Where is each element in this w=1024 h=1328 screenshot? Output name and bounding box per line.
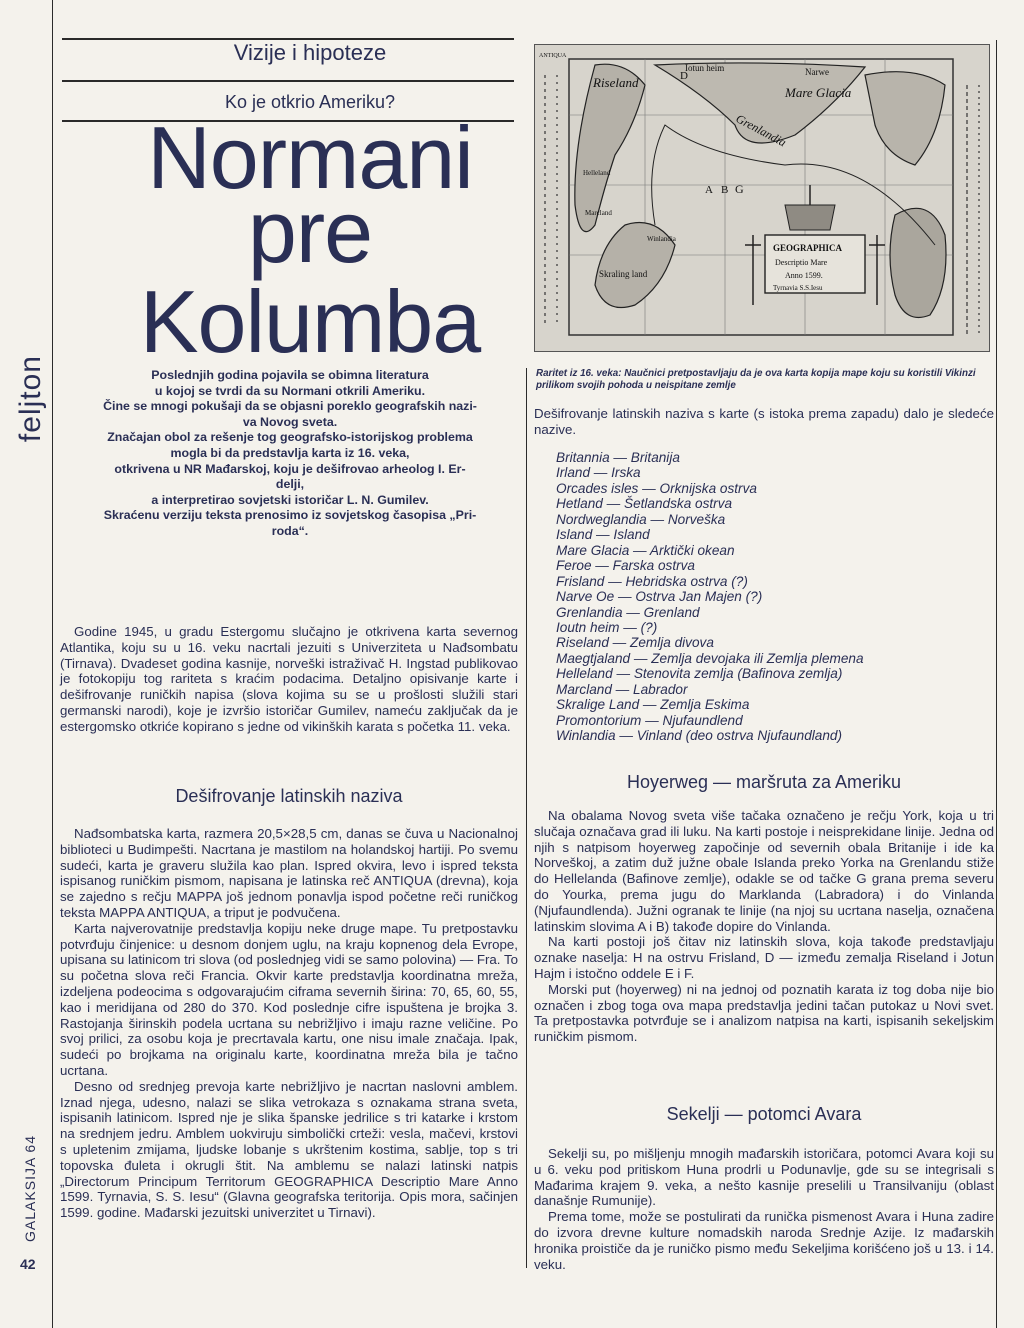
left-paragraphs: Nađsombatska karta, razmera 20,5×28,5 cm, danas se čuva u Nacionalnoj biblioteci u Budimpešti. Nacrtana je mastilom na holandskoj hartiji. Po svemu sudeći, karta je graveru služila kao plan. Ispred okvira, levo i ispred teksta ispisanog runičkim pismom, napisana je latinska reč ANTIQUA (drevna), koja se zajedno s rečju MAPPA još jednom ponavlja ispod početne reči runičkog teksta MAPPA ANTIQUA, a triput je podvučena. Karta najverovatnije predstavlja kopiju neke druge mape. Tu pretpostavku potvrđuju činjenice: u desnom donjem uglu, na kraju kopnenog dela Evrope, upisana su latinicom tri slova (od poslednjeg vidi se samo polovina) — Fra. To su početna slova reči Francia. Okvir karte predstavlja koordinatna mreža, izdeljena podeocima s odgovarajućim ciframa severnih širina: 70, 65, 60, 55, kao i meridijana od 280 do 370. Kod poslednje cifre ispuštena je brojka 3. Rastojanja širinskih podela ucrtana su nebrižljivo i imaju razne veličine. Po svoj prilici, za osobu koja je precrtavala kartu, one nisu imale značaja. Ipak, sudeći po brojkama na originalu karte, koordinatna mreža bila je tačno ucrtana. Desno od srednjeg prevoja karte nebrižljivo je nacrtan naslovni amblem. Iznad njega, udesno, nalazi se slika vetrokaza s oznakama strana sveta, ispisanih latinicom. Ispred nje je slika španske jedrilice s tri katarke i krstom na srednjem jedru. Amblem uokviruju simbolički crteži: vesla, mačevi, krstovi s upletenim zmijama, ljudske lobanje s ukrštenim kostima, sablje, top s tri topovska đuleta i okrugli štit. Na amblemu se nalazi latinski natpis „Directorum Principum Territorum GEOGRAPHICA Descriptio Mare Anno 1599. Tyrnavia, S. S. Iesu“ (Glavna geografska teritorija. Opis mora, sačinjen 1599. godine. Mađarski jezuitski univerzitet u Tirnavi). <box>60 826 518 1221</box>
map-label-a: A <box>705 184 713 196</box>
kicker: Ko je otkrio Ameriku? <box>224 92 396 112</box>
glossary-item: Grenlandia — Grenland <box>556 604 700 620</box>
map-label-skraling: Skraling land <box>599 269 648 279</box>
glossary-item: Winlandia — Vinland (deo ostrva Njufaundland) <box>556 728 843 744</box>
glossary-item: Orcades isles — Orknijska ostrva <box>556 480 757 496</box>
right-paragraphs-1: Na obalama Novog sveta više tačaka označeno je rečju York, koja u tri slučaja označava grad ili luku. Na karti postoje i neisprekidane linije. Jedna od njih s natpisom hoyerweg započinje od severnih obala Britanije i ide ka Norveškoj, a zatim duž južne obale Islanda preko Yorka na Grenlandu stiže do Hellelanda (Bafinove zemlje), odakle se od tačke G grana prema severu do Yourka, prema jugu do Marklanda (Labradora) i do Vinlanda (Njufaundlenda). Južni ogranak te linije (na njoj su ucrtana naselja, označena latinskim slovima A i B) takođe dopire do Vinlanda. Na karti postoji još čitav niz latinskih slova, koja takođe predstavljaju oznake naselja: H na ostrvu Frisland, D — između zemalja Riseland i Jotun Hajm i istočno oddele E i F. Morski put (hoyerweg) ni na jednoj od poznatih karata iz tog doba nije bio označen i zbog toga ova mapa predstavlja jedini tačan putokaz u Novi svet. Ta pretpostavka potvrđuje se i analizom natpisa na karti, ispisanih sekeljskim runičkim pismom. <box>534 808 994 1045</box>
map-emblem-line-2: Descriptio Mare <box>775 258 828 267</box>
glossary-item: Marcland — Labrador <box>556 681 688 697</box>
headline-line-1: Normani <box>147 108 473 207</box>
map-label-narwe: Narwe <box>805 67 829 77</box>
map-label-winlandia: Winlandia <box>647 235 676 243</box>
intro-line: Poslednjih godina pojavila se obimna literatura <box>151 368 429 382</box>
page-number: 42 <box>20 1256 36 1272</box>
left-subhead: Dešifrovanje latinskih naziva <box>175 786 403 806</box>
glossary-item: Helleland — Stenovita zemlja (Bafinova zemlja) <box>556 666 843 682</box>
glossary-item: Mare Glacia — Arktički okean <box>556 542 735 558</box>
glossary-item: Riseland — Zemlja divova <box>556 635 714 651</box>
map-drawing <box>535 45 989 351</box>
headline-line-3: Kolumba <box>139 272 481 371</box>
intro-line: otkrivena u NR Mađarskoj, koju je dešifrovao arheolog I. Er- <box>114 461 466 476</box>
glossary-item: Maegtjaland — Zemlja devojaka ili Zemlja plemena <box>556 650 864 666</box>
glossary-item: Nordweglandia — Norveška <box>556 511 726 527</box>
glossary-item: Skralige Land — Zemlja Eskima <box>556 697 750 713</box>
map-label-g: G <box>735 182 744 196</box>
map-label-d: D <box>680 70 688 82</box>
glossary-list <box>556 450 976 744</box>
section-vertical-label: feljton <box>14 355 47 443</box>
magazine-name: GALAKSIJA 64 <box>22 1135 38 1242</box>
intro-line: delji, <box>275 477 305 492</box>
map-label-mare-glacia: Mare Glacia <box>785 85 852 100</box>
intro-line: va Novog sveta. <box>242 414 338 429</box>
glossary-intro: Dešifrovanje latinskih naziva s karte (s istoka prema zapadu) dalo je sledeće nazive. <box>534 406 994 437</box>
right-subhead-2: Sekelji — potomci Avara <box>666 1104 862 1124</box>
glossary-item: Frisland — Hebridska ostrva (?) <box>556 573 748 589</box>
header-rule-middle <box>62 80 514 82</box>
intro-line: roda“. <box>271 523 309 538</box>
glossary-item: Narve Oe — Ostrva Jan Majen (?) <box>556 589 763 605</box>
intro-line: Čine se mnogi pokušaji da se objasni poreklo geografskih nazi- <box>103 399 477 414</box>
glossary-item: Island — Island <box>556 527 650 543</box>
map-emblem-line-1: GEOGRAPHICA <box>773 243 843 253</box>
glossary-item: Feroe — Farska ostrva <box>556 558 695 574</box>
map-label-helleland: Helleland <box>583 169 611 177</box>
intro-line: u kojoj se tvrdi da su Normani otkrili Ameriku. <box>154 383 426 398</box>
headline-line-2: pre <box>247 182 373 281</box>
intro-line: mogla bi da predstavlja karta iz 16. veka, <box>170 445 410 460</box>
right-edge-rule <box>996 40 997 1328</box>
map-emblem-line-4: Tyrnavia S.S.Iesu <box>773 284 823 292</box>
intro-line: Značajan obol za rešenje tog geografsko-istorijskog problema <box>107 430 473 445</box>
map-image <box>534 44 990 352</box>
intro-line: a interpretirao sovjetski istoričar L. N. Gumilev. <box>151 492 429 507</box>
map-label-marcland: Marcland <box>585 209 612 217</box>
center-column-rule <box>526 368 527 1268</box>
intro-block <box>60 368 520 540</box>
intro-line: Skraćenu verziju teksta prenosimo iz sovjetskog časopisa „Pri- <box>103 508 477 523</box>
left-column-rule <box>52 0 53 1328</box>
map-label-grenlandia: Grenlandia <box>733 111 789 150</box>
glossary-item: Irland — Irska <box>556 465 641 481</box>
glossary-item: Hetland — Šetlandska ostrva <box>556 496 733 512</box>
map-label-riseland: Riseland <box>593 75 639 90</box>
map-label-antiqua: ANTIQUA <box>539 53 567 59</box>
map-emblem-line-3: Anno 1599. <box>785 271 823 280</box>
map-label-b: B <box>721 184 729 196</box>
headline <box>100 108 520 371</box>
left-paragraph-1: Godine 1945, u gradu Estergomu slučajno je otkrivena karta severnog Atlantika, koju su u 16. veku nacrtali jezuiti s Univerziteta u Nađsombatu (Tirnava). Dvadeset godina kasnije, norveški istraživač H. Ingstad publikovao je fotokopiju tog rariteta s kraćim podacima. Detaljno opisivanje karte i dešifrovanje runičkih napisa (slova kojima su se u prošlosti služili stari germanski narodi), koje je izvršio istoričar Gumilev, nameću zaključak da je estergomsko otkriće kopirano s jedne od vikinških karata s početka 11. veka. <box>60 624 518 734</box>
right-subhead-1: Hoyerweg — maršruta za Ameriku <box>626 772 902 792</box>
right-paragraphs-2: Sekelji su, po mišljenju mnogih mađarskih istoričara, potomci Avara koji su u 6. veku pod pritiskom Huna prodrli u Podunavlje, gde su se integrisali s Mađarima krajem 9. veka, a nešto kasnije preselili u Transilvaniju (oblast današnje Rumunije). Prema tome, može se postulirati da runička pismenost Avara i Huna zadire do izvora drevne kulture nomadskih naroda Srednje Azije. Iz mađarskih hronika proističe da je runičko pismo među Sekeljima korišćeno još u 13. i 14. veku. <box>534 1146 994 1272</box>
map-label-iotunheim: Iotun heim <box>685 63 725 73</box>
section-title: Vizije i hipoteze <box>233 40 387 65</box>
glossary-item: Promontorium — Njufaundlend <box>556 712 743 728</box>
map-caption: Raritet iz 16. veka: Naučnici pretpostavljaju da je ova karta kopija mape koju su koristili Vikinzi prilikom svojih pohoda u neispitane zemlje <box>536 368 976 391</box>
glossary-item: Ioutn heim — (?) <box>556 619 658 635</box>
glossary-item: Britannia — Britanija <box>556 450 680 465</box>
